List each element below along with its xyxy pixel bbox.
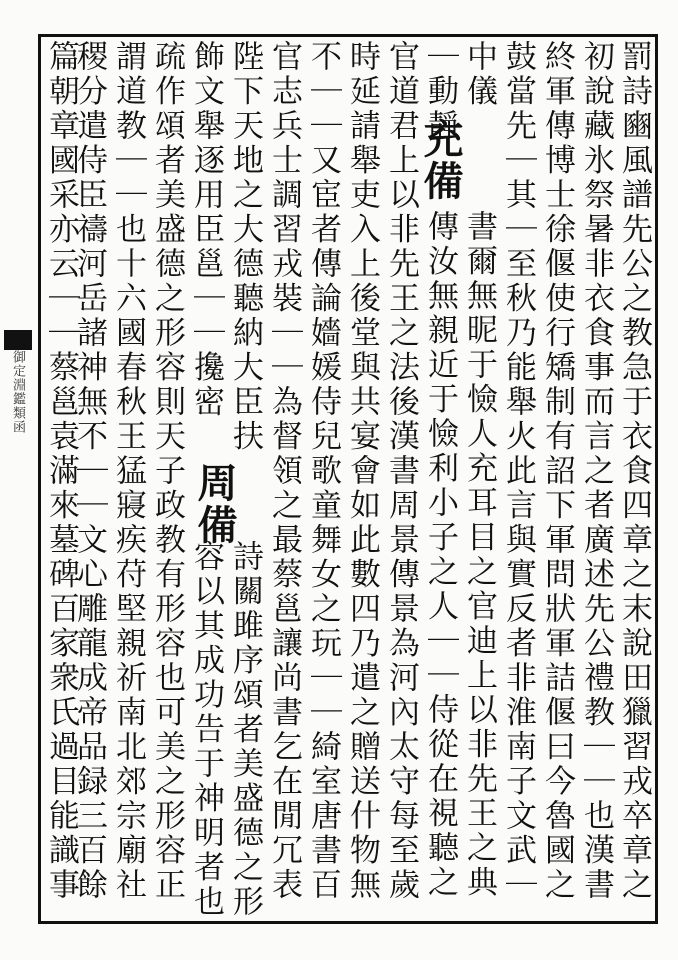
text-column-13: 詩關雎序頌者美盛德之形	[227, 540, 263, 920]
text-column-7: 傳汝無親近于憸利小子之人｜｜侍從在視聽之	[422, 210, 458, 900]
text-column-10: 不｜｜又宦者傳論嬙媛侍兒歌童舞女之玩｜｜綺室唐書百	[305, 40, 341, 903]
text-column-15: 容以其成功告于神明者也	[188, 540, 224, 920]
text-column-1: 罰詩豳風譜先公之教急于衣食四章之末說田獵習戎卒章之	[616, 40, 652, 903]
margin-tab	[4, 330, 32, 350]
border-left	[38, 34, 41, 924]
border-bottom	[38, 921, 658, 924]
margin-label: 御定淵鑑類函	[10, 350, 25, 434]
text-column-2: 初說藏氷祭暑非衣食事而言之者廣述先公禮教｜｜也漢書	[578, 40, 614, 903]
text-column-4: 鼓當先｜其｜至秋乃能舉火此言與實反者非淮南子文武｜	[500, 40, 536, 903]
margin-strip	[0, 40, 34, 920]
text-column-18: 稷分遣侍臣禱河岳諸神無不｜｜文心雕龍成帝品録三百餘	[71, 40, 107, 903]
text-column-14: 飾文舉逐用臣邕｜｜攙密	[188, 40, 224, 420]
text-column-5b: ｜動靜	[422, 40, 458, 144]
text-column-16: 疏作頌者美盛德之形容則天子政教有形容也可美之形容正	[149, 40, 185, 903]
text-column-5: 中儀	[461, 40, 497, 109]
text-column-9: 時延請舉吏入上後堂與共宴會如此數四乃遣之贈送什物無	[344, 40, 380, 903]
heading-chongbei: 充備	[417, 118, 464, 202]
text-column-17: 謂道教｜｜也十六國春秋王猛寢疾苻堅親祈南北郊宗廟社	[110, 40, 146, 903]
text-column-6: 書爾無昵于憸人充耳目之官迪上以非先王之典	[461, 210, 497, 900]
heading-zhoubei: 周備	[191, 462, 238, 546]
text-column-19: 篇朝章國采亦云｜｜蔡邕袁滿來墓碑百家衆氏過目能識事	[43, 40, 79, 903]
text-column-8: 官道君上以非先王之法後漢書周景傳景為河內太守每至歲	[383, 40, 419, 903]
text-column-12: 陛下天地之大德聽納大臣扶	[227, 40, 263, 454]
border-right	[655, 34, 658, 924]
text-column-11: 官志兵士調習戎裝｜｜為督領之最蔡邕讓尚書乞在閒冗表	[266, 40, 302, 903]
border-top	[38, 34, 656, 37]
text-column-3: 終軍傳博士徐偃使行矯制有詔下軍問狀軍詰偃曰今魯國之	[539, 40, 575, 903]
